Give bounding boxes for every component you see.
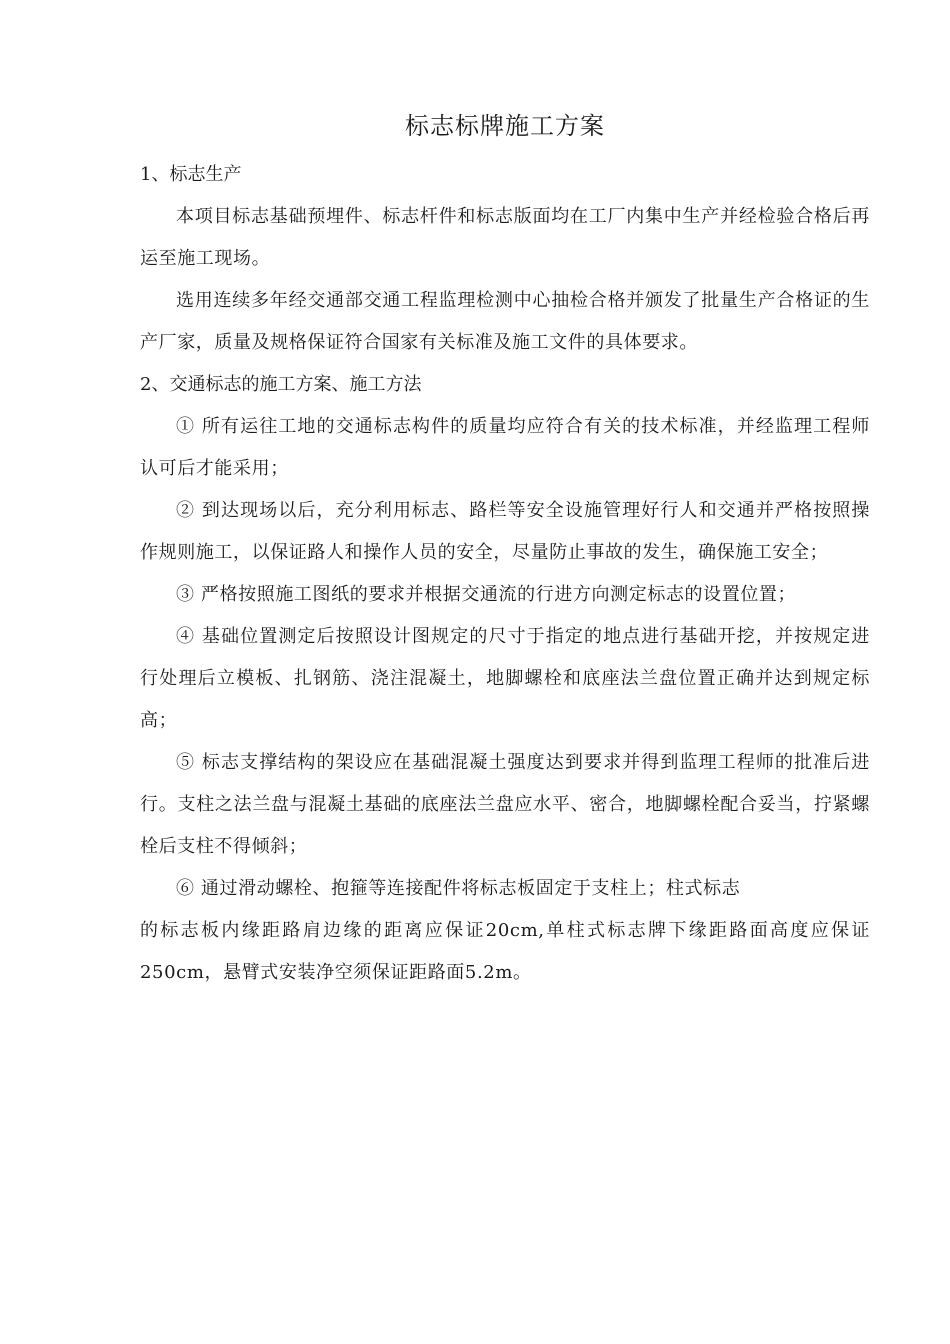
paragraph: ③ 严格按照施工图纸的要求并根据交通流的行进方向测定标志的设置位置； (176, 584, 797, 605)
paragraph: ⑤ 标志支撑结构的架设应在基础混凝土强度达到要求并得到监理工程师的批准后进行。支柱之法兰盘与混凝土基础的底座法兰盘应水平、密合，地脚螺栓配合妥当，拧紧螺栓后支柱不得倾斜； (140, 752, 870, 857)
paragraph: 选用连续多年经交通部交通工程监理检测中心抽检合格并颁发了批量生产合格证的生产厂家，质量及规格保证符合国家有关标准及施工文件的具体要求。 (140, 290, 870, 353)
paragraph: ② 到达现场以后，充分利用标志、路栏等安全设施管理好行人和交通并严格按照操作规则施工，以保证路人和操作人员的安全，尽量防止事故的发生，确保施工安全； (140, 500, 870, 563)
paragraph: ④ 基础位置测定后按照设计图规定的尺寸于指定的地点进行基础开挖，并按规定进行处理后立模板、扎钢筋、浇注混凝土，地脚螺栓和底座法兰盘位置正确并达到规定标高； (140, 626, 870, 731)
paragraph-continuation: 的标志板内缘距路肩边缘的距离应保证20cm,单柱式标志牌下缘距路面高度应保证250cm，悬臂式安装净空须保证距路面5.2m。 (140, 920, 870, 983)
document-page (140, 100, 870, 994)
paragraph: 本项目标志基础预埋件、标志杆件和标志版面均在工厂内集中生产并经检验合格后再运至施工现场。 (140, 206, 870, 269)
paragraph: ⑥ 通过滑动螺栓、抱箍等连接配件将标志板固定于支柱上；柱式标志 (176, 878, 741, 899)
document-title: 标志标牌施工方案 (405, 112, 605, 140)
section-heading-1: 1、标志生产 (140, 164, 242, 185)
section-heading-2: 2、交通标志的施工方案、施工方法 (140, 374, 422, 395)
paragraph: ① 所有运往工地的交通标志构件的质量均应符合有关的技术标准，并经监理工程师认可后才能采用； (140, 416, 870, 479)
